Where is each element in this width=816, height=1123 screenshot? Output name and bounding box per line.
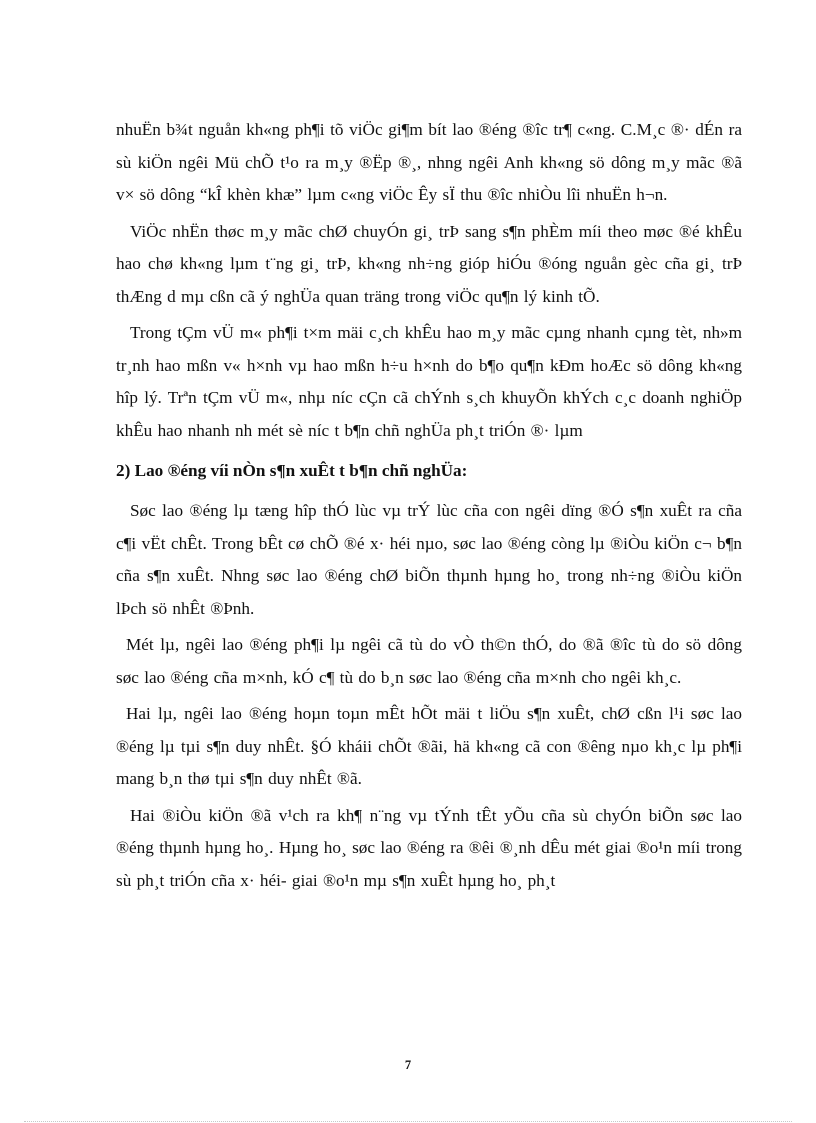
section-paragraph-3: Hai lµ, ngêi lao ®éng hoµn toµn mÊt hÕt mäi t liÖu s¶n xuÊt, chØ cßn l¹i søc lao ®éng lµ tµi s¶n duy nhÊt. §Ó kháii chÕt ®ãi, hä kh«ng cã con ®êng nµo kh¸c lµ ph¶i mang b¸n thø tµi s¶n duy nhÊt ®ã.	[116, 704, 742, 788]
paragraph-1: nhuËn b¾t nguån kh«ng ph¶i tõ viÖc gi¶m bít lao ®éng ®îc tr¶ c«ng. C.M¸c ®· dÉn ra sù kiÖn ngêi Mü chÕ t¹o ra m¸y ®Ëp ®¸, nhng ngêi Anh kh«ng sö dông m¸y mãc ®ã v× sö dông “kÎ khèn khæ” lµm c«ng viÖc Êy sÏ thu ®îc nhiÒu lîi nhuËn h¬n.	[116, 120, 742, 204]
page-footer-divider	[24, 1121, 792, 1122]
section-paragraph-1: Søc lao ®éng lµ tæng hîp thÓ lùc vµ trÝ lùc cña con ngêi dïng ®Ó s¶n xuÊt ra cña c¶i vËt chÊt. Trong bÊt cø chÕ ®é x· héi nµo, søc lao ®éng còng lµ ®iÒu kiÖn c¬ b¶n cña s¶n xuÊt. Nhng søc lao ®éng chØ biÕn thµnh hµng ho¸ trong nh÷ng ®iÒu kiÖn lÞch sö nhÊt ®Þnh.	[116, 501, 742, 618]
page-content	[116, 114, 742, 901]
section-paragraph-4: Hai ®iÒu kiÖn ®ã v¹ch ra kh¶ n¨ng vµ tÝnh tÊt yÕu cña sù chyÓn biÕn søc lao ®éng thµnh hµng ho¸. Hµng ho¸ søc lao ®éng ra ®êi ®¸nh dÊu mét giai ®o¹n míi trong sù ph¸t triÓn cña x· héi- giai ®o¹n mµ s¶n xuÊt hµng ho¸ ph¸t	[116, 805, 742, 890]
section-paragraph-2: Mét lµ, ngêi lao ®éng ph¶i lµ ngêi cã tù do vÒ th©n thÓ, do ®ã ®îc tù do sö dông søc lao ®éng cña m×nh, kÓ c¶ tù do b¸n søc lao ®éng cña m×nh cho ngêi kh¸c.	[116, 635, 742, 687]
page-number: 7	[404, 1058, 412, 1072]
paragraph-3: Trong tÇm vÜ m« ph¶i t×m mäi c¸ch khÊu hao m¸y mãc cµng nhanh cµng tèt, nh»m tr¸nh hao mßn v« h×nh vµ hao mßn h÷u h×nh do b¶o qu¶n kÐm hoÆc sö dông kh«ng hîp lý. Trªn tÇm vÜ m«, nhµ níc cÇn cã chÝnh s¸ch khuyÕn khÝch c¸c doanh nghiÖp khÊu hao nhanh nh mét sè níc t b¶n chñ nghÜa ph¸t triÓn ®· lµm	[116, 323, 742, 440]
section-heading: 2) Lao ®éng víi nÒn s¶n xuÊt t b¶n chñ nghÜa:	[116, 461, 468, 480]
paragraph-2: ViÖc nhËn thøc m¸y mãc chØ chuyÓn gi¸ trÞ sang s¶n phÈm míi theo møc ®é khÊu hao chø kh«ng lµm t¨ng gi¸ trÞ, kh«ng nh÷ng gióp hiÓu ®óng nguån gèc cña gi¸ trÞ thÆng d mµ cßn cã ý nghÜa quan träng trong viÖc qu¶n lý kinh tÕ.	[116, 221, 742, 306]
